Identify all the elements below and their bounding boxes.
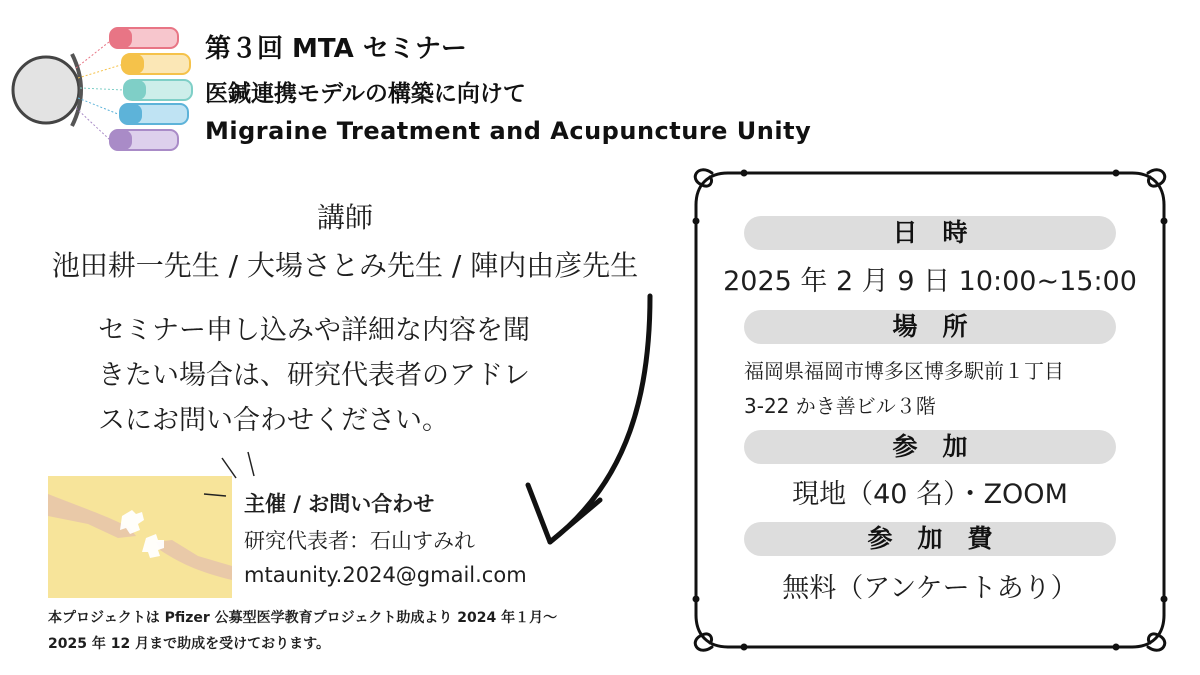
seminar-subtitle: 医鍼連携モデルの構築に向けて — [205, 81, 526, 107]
venue-address-line1: 福岡県福岡市博多区博多駅前１丁目 — [744, 359, 1064, 383]
contact-note-line: きたい場合は、研究代表者のアドレ — [98, 360, 530, 391]
datetime-value: 2025 年 2 月 9 日 10:00~15:00 — [723, 266, 1137, 297]
seminar-english-title: Migraine Treatment and Acupuncture Unity — [205, 117, 812, 145]
seminar-title: 第３回 MTA セミナー — [205, 34, 467, 64]
organizer-person: 研究代表者：石山すみれ — [244, 529, 475, 553]
lecturer-names: 池田耕一先生 / 大場さとみ先生 / 陣内由彦先生 — [51, 249, 639, 282]
logo — [10, 24, 200, 156]
footnote-line: 本プロジェクトは Pfizer 公募型医学教育プロジェクト助成より 2024 年１月〜 — [48, 610, 558, 626]
attendance-label: 参 加 — [744, 430, 1116, 464]
lecturer-label: 講師 — [316, 201, 373, 234]
arrow-icon — [500, 290, 670, 560]
footnote-line: 2025 年 12 月まで助成を受けております。 — [48, 636, 330, 652]
organizer-title: 主催 / お問い合わせ — [244, 492, 435, 516]
contact-note-line: セミナー申し込みや詳細な内容を聞 — [98, 315, 530, 346]
venue-label: 場 所 — [744, 310, 1116, 344]
datetime-label: 日 時 — [744, 216, 1116, 250]
fee-value: 無料（アンケートあり） — [782, 573, 1078, 604]
organizer-email[interactable]: mtaunity.2024@gmail.com — [244, 563, 527, 587]
contact-note-line: スにお問い合わせください。 — [98, 405, 449, 436]
funding-footnote — [48, 605, 668, 657]
fee-label: 参 加 費 — [744, 522, 1116, 556]
puzzle-pieces — [110, 28, 192, 150]
venue-address-line2: 3-22 かき善ビル３階 — [744, 394, 936, 418]
logo-circle — [13, 57, 79, 123]
attendance-value: 現地（40 名）・ZOOM — [792, 479, 1068, 510]
